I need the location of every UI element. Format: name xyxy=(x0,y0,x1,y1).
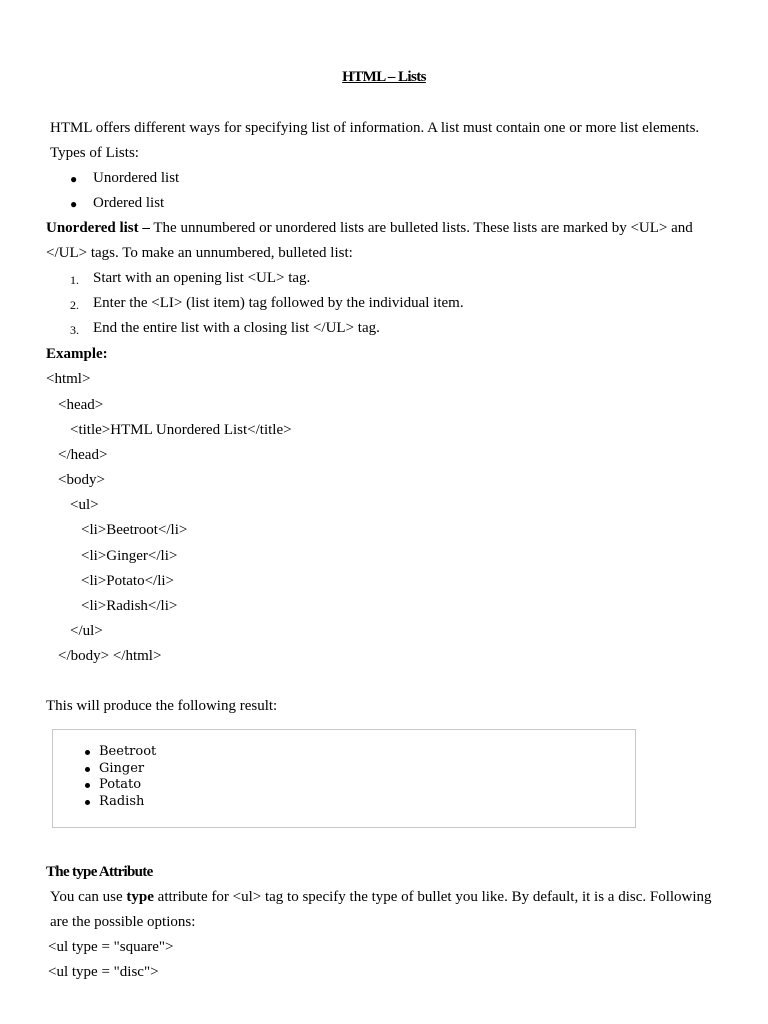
step-number: 2. xyxy=(70,298,79,312)
type-keyword: type xyxy=(126,889,154,905)
unordered-paragraph-line1 xyxy=(46,219,693,237)
result-list xyxy=(83,744,156,810)
unordered-line1-text: The unnumbered or unordered lists are bulleted lists. These lists are marked by <UL> and xyxy=(149,220,693,236)
example-label: Example: xyxy=(46,346,108,362)
code-line: <body> xyxy=(58,472,105,488)
type-option: <ul type = "square"> xyxy=(48,939,174,955)
bullet-icon xyxy=(85,783,90,788)
type-attribute-line1 xyxy=(50,888,712,906)
type-option: <ul type = "disc"> xyxy=(48,964,159,980)
result-intro: This will produce the following result: xyxy=(46,698,278,714)
unordered-paragraph-line2: </UL> tags. To make an unnumbered, bulleted list: xyxy=(46,245,353,261)
type-line1-pre: You can use xyxy=(50,889,127,905)
code-line: <title>HTML Unordered List</title> xyxy=(70,422,292,438)
result-item-text: Beetroot xyxy=(99,744,157,759)
type-attribute-heading: The type Attribute xyxy=(46,864,153,880)
result-list-item xyxy=(83,761,156,778)
code-line: <li>Beetroot</li> xyxy=(81,522,188,538)
bullet-icon: ● xyxy=(70,172,78,186)
result-list-item xyxy=(83,777,156,794)
step-text: End the entire list with a closing list </UL> tag. xyxy=(93,320,380,336)
code-line: </body> </html> xyxy=(58,648,162,664)
bullet-icon xyxy=(85,767,90,772)
result-list-item xyxy=(83,794,156,811)
code-line: <html> xyxy=(46,371,91,387)
result-list-item xyxy=(83,744,156,761)
intro-paragraph: HTML offers different ways for specifying list of information. A list must contain one or more list elements. xyxy=(50,120,700,136)
type-line1-post: attribute for <ul> tag to specify the type of bullet you like. By default, it is a disc. Following xyxy=(153,889,712,905)
step-text: Enter the <LI> (list item) tag followed by the individual item. xyxy=(93,295,464,311)
step-number: 1. xyxy=(70,273,79,287)
step-text: Start with an opening list <UL> tag. xyxy=(93,270,311,286)
types-label: Types of Lists: xyxy=(50,145,139,161)
bullet-icon: ● xyxy=(70,197,78,211)
unordered-heading: Unordered list – xyxy=(46,220,150,236)
step-number: 3. xyxy=(70,323,79,337)
code-line: <li>Ginger</li> xyxy=(81,548,178,564)
page-title: HTML – Lists xyxy=(342,69,426,85)
code-line: <head> xyxy=(58,397,104,413)
code-line: <ul> xyxy=(70,497,99,513)
result-item-text: Ginger xyxy=(99,760,145,776)
result-item-text: Potato xyxy=(99,777,142,792)
type-attribute-line2: are the possible options: xyxy=(50,914,196,930)
code-line: </head> xyxy=(58,447,108,463)
code-line: <li>Potato</li> xyxy=(81,573,175,589)
bullet-icon xyxy=(85,800,90,805)
types-item-ordered: Ordered list xyxy=(93,195,165,211)
code-line: <li>Radish</li> xyxy=(81,598,178,614)
bullet-icon xyxy=(85,750,90,755)
result-item-text: Radish xyxy=(99,793,145,809)
code-line: </ul> xyxy=(70,623,103,639)
types-item-unordered: Unordered list xyxy=(93,170,180,186)
